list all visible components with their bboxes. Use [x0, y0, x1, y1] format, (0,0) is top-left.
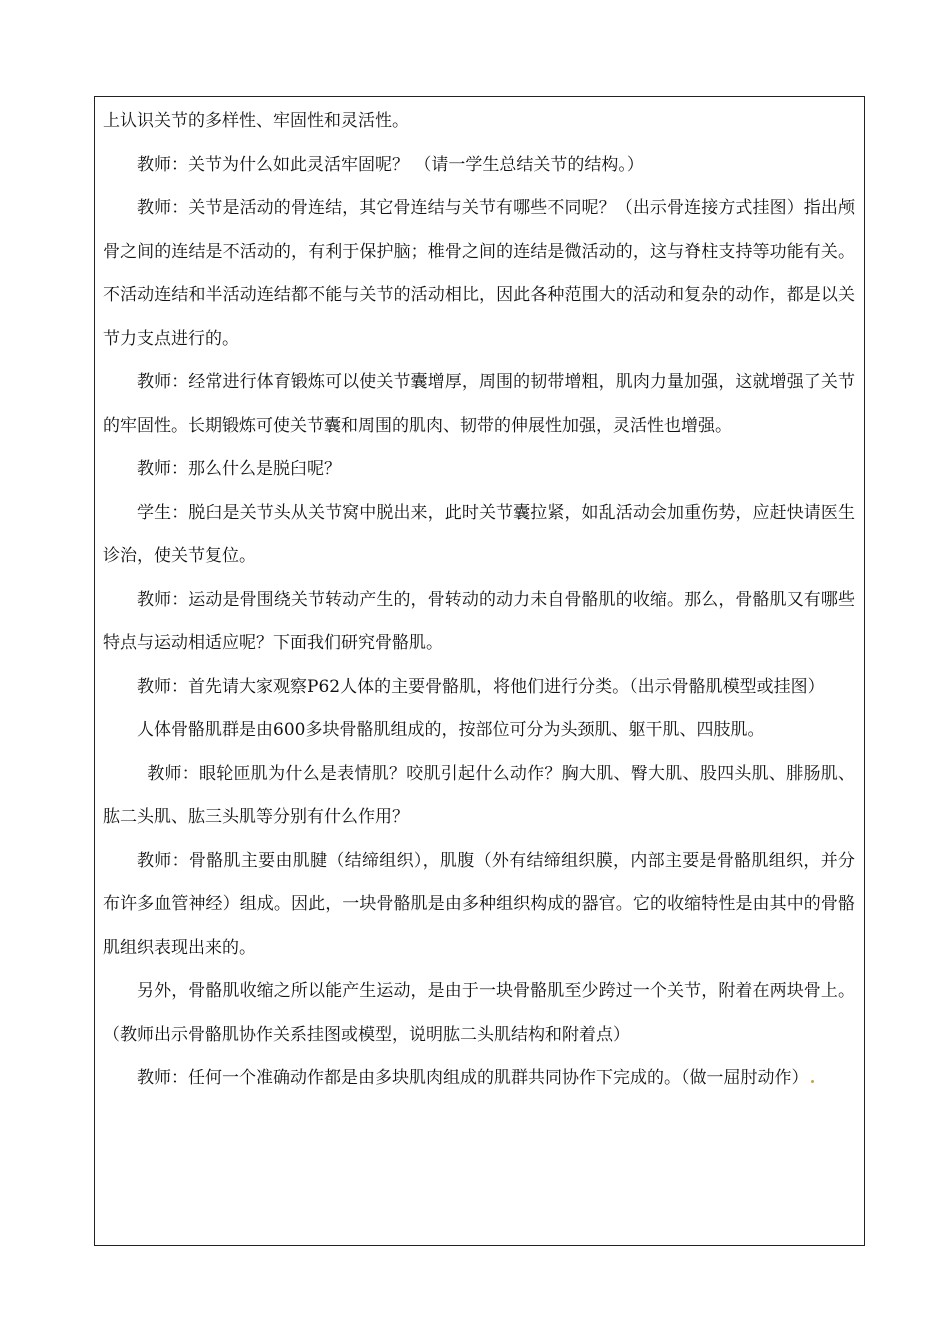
lesson-content — [103, 100, 855, 1101]
paragraph-3: 教师：关节是活动的骨连结，其它骨连结与关节有哪些不同呢？（出示骨连接方式挂图）指出颅骨之间的连结是不活动的，有利于保护脑；椎骨之间的连结是微活动的，这与脊柱支持等功能有关。不活动连结和半活动连结都不能与关节的活动相比，因此各种范围大的活动和复杂的动作，都是以关节力支点进行的。 — [103, 198, 855, 349]
dot-mark — [811, 1080, 814, 1083]
paragraph-10: 教师：眼轮匝肌为什么是表情肌？咬肌引起什么动作？胸大肌、臀大肌、股四头肌、腓肠肌、肱二头肌、肱三头肌等分别有什么作用？ — [103, 763, 855, 827]
paragraph-1: 上认识关节的多样性、牢固性和灵活性。 — [103, 111, 409, 131]
paragraph-9: 人体骨骼肌群是由600多块骨骼肌组成的，按部位可分为头颈肌、躯干肌、四肢肌。 — [137, 720, 765, 740]
paragraph-4: 教师：经常进行体育锻炼可以使关节囊增厚，周围的韧带增粗，肌肉力量加强，这就增强了关节的牢固性。长期锻炼可使关节囊和周围的肌肉、韧带的伸展性加强，灵活性也增强。 — [103, 372, 855, 436]
paragraph-13 — [103, 1057, 855, 1101]
paragraph-2: 教师：关节为什么如此灵活牢固呢？ （请一学生总结关节的结构。） — [137, 154, 644, 175]
paragraph-8: 教师：首先请大家观察P62人体的主要骨骼肌，将他们进行分类。（出示骨骼肌模型或挂图） — [137, 676, 825, 697]
paragraph-7: 教师：运动是骨围绕关节转动产生的，骨转动的动力未自骨骼肌的收缩。那么，骨骼肌又有哪些特点与运动相适应呢？下面我们研究骨骼肌。 — [103, 589, 855, 653]
paragraph-11: 教师：骨骼肌主要由肌腱（结缔组织），肌腹（外有结缔组织膜，内部主要是骨骼肌组织，并分布许多血管神经）组成。因此，一块骨骼肌是由多种组织构成的器官。它的收缩特性是由其中的骨骼肌组织表现出来的。 — [103, 850, 855, 958]
table-cell-frame — [94, 96, 865, 1246]
paragraph-6: 学生：脱臼是关节头从关节窝中脱出来，此时关节囊拉紧，如乱活动会加重伤势，应赶快请医生诊治，使关节复位。 — [103, 502, 855, 566]
paragraph-12: 另外，骨骼肌收缩之所以能产生运动，是由于一块骨骼肌至少跨过一个关节，附着在两块骨上。（教师出示骨骼肌协作关系挂图或模型，说明肱二头肌结构和附着点） — [103, 981, 855, 1045]
paragraph-13-text: 教师：任何一个准确动作都是由多块肌肉组成的肌群共同协作下完成的。（做一屈肘动作） — [137, 1068, 809, 1088]
paragraph-5: 教师：那么什么是脱臼呢？ — [137, 459, 341, 479]
